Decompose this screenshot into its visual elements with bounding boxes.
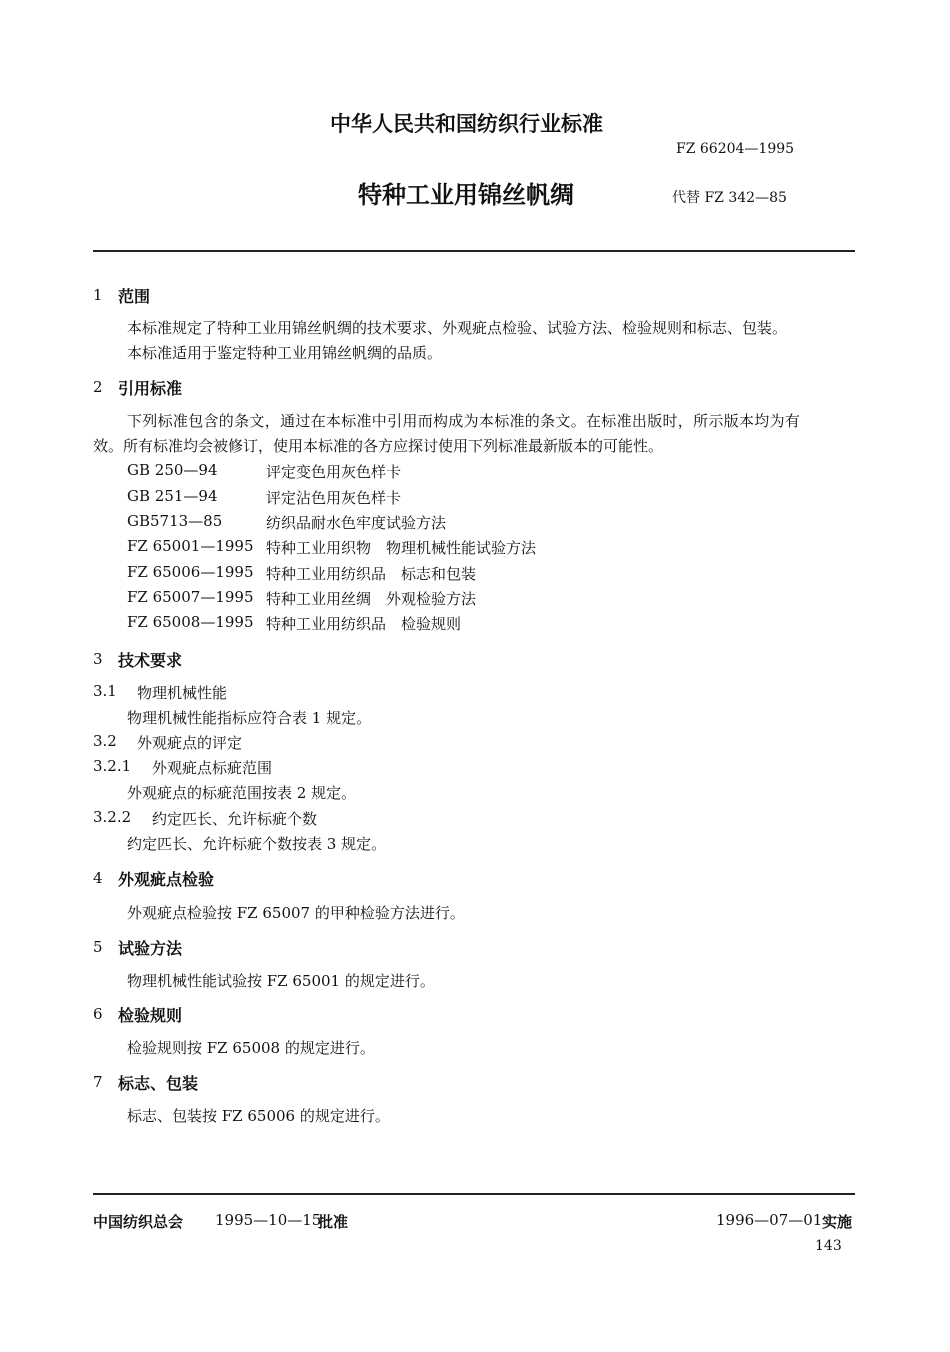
ref-title: 特种工业用纺织品 标志和包装 [266,565,477,583]
page-number: 143 [815,1238,842,1254]
ref-code: GB 250—94 [127,461,218,479]
subsection-3-2-1-heading: 外观疵点标疵范围 [152,759,273,777]
effective-date: 1996—07—01 [716,1211,823,1229]
section-1-number: 1 [93,286,103,304]
standard-org-title: 中华人民共和国纺织行业标准 [330,112,603,136]
ref-code: FZ 65008—1995 [127,613,254,631]
ref-title: 特种工业用织物 物理机械性能试验方法 [266,539,537,557]
section-4-heading: 外观疵点检验 [118,870,215,889]
ref-code: FZ 65001—1995 [127,537,254,555]
ref-code: FZ 65007—1995 [127,588,254,606]
subsection-3-2-1-number: 3.2.1 [93,757,132,775]
section-2-heading: 引用标准 [118,379,183,398]
ref-code: GB5713—85 [127,512,223,530]
subsection-3-2-2-heading: 约定匹长、允许标疵个数 [152,810,318,828]
section-4-number: 4 [93,869,103,887]
approval-label: 批准 [318,1213,349,1231]
footer-rule [93,1193,855,1195]
ref-title: 特种工业用纺织品 检验规则 [266,615,462,633]
section-7-text: 标志、包装按 FZ 65006 的规定进行。 [127,1107,390,1125]
document-title: 特种工业用锦丝帆绸 [358,181,574,209]
ref-code: GB 251—94 [127,487,218,505]
subsection-3-1-text: 物理机械性能指标应符合表 1 规定。 [127,709,372,727]
section-2-number: 2 [93,378,103,396]
header-rule [93,250,855,252]
subsection-3-1-heading: 物理机械性能 [137,684,228,702]
subsection-3-2-1-text: 外观疵点的标疵范围按表 2 规定。 [127,784,357,802]
ref-title: 纺织品耐水色牢度试验方法 [266,514,447,532]
section-6-text: 检验规则按 FZ 65008 的规定进行。 [127,1039,375,1057]
subsection-3-2-number: 3.2 [93,732,117,750]
section-1-heading: 范围 [118,287,151,306]
effective-label: 实施 [822,1213,853,1231]
section-1-paragraph-2: 本标准适用于鉴定特种工业用锦丝帆绸的品质。 [127,344,443,362]
section-7-number: 7 [93,1073,103,1091]
section-2-paragraph-line-2: 效。所有标准均会被修订，使用本标准的各方应探讨使用下列标准最新版本的可能性。 [93,437,664,455]
section-5-heading: 试验方法 [118,939,183,958]
ref-title: 评定变色用灰色样卡 [266,463,402,481]
ref-code: FZ 65006—1995 [127,563,254,581]
ref-title: 特种工业用丝绸 外观检验方法 [266,590,477,608]
section-6-heading: 检验规则 [118,1006,183,1025]
section-2-paragraph-line-1: 下列标准包含的条文，通过在本标准中引用而构成为本标准的条文。在标准出版时，所示版本均为有 [127,412,801,430]
section-3-number: 3 [93,650,103,668]
section-7-heading: 标志、包装 [118,1074,199,1093]
subsection-3-2-2-number: 3.2.2 [93,808,132,826]
approval-date: 1995—10—15 [215,1211,322,1229]
section-3-heading: 技术要求 [118,651,183,670]
section-6-number: 6 [93,1005,103,1023]
replaces-standard: 代替 FZ 342—85 [672,190,787,206]
standard-number: FZ 66204—1995 [676,141,795,157]
subsection-3-2-heading: 外观疵点的评定 [137,734,243,752]
issuing-body: 中国纺织总会 [93,1213,184,1231]
subsection-3-2-2-text: 约定匹长、允许标疵个数按表 3 规定。 [127,835,387,853]
section-5-text: 物理机械性能试验按 FZ 65001 的规定进行。 [127,972,435,990]
section-4-text: 外观疵点检验按 FZ 65007 的甲种检验方法进行。 [127,904,465,922]
section-1-paragraph-1: 本标准规定了特种工业用锦丝帆绸的技术要求、外观疵点检验、试验方法、检验规则和标志、包装。 [127,319,788,337]
subsection-3-1-number: 3.1 [93,682,117,700]
ref-title: 评定沾色用灰色样卡 [266,489,402,507]
section-5-number: 5 [93,938,103,956]
